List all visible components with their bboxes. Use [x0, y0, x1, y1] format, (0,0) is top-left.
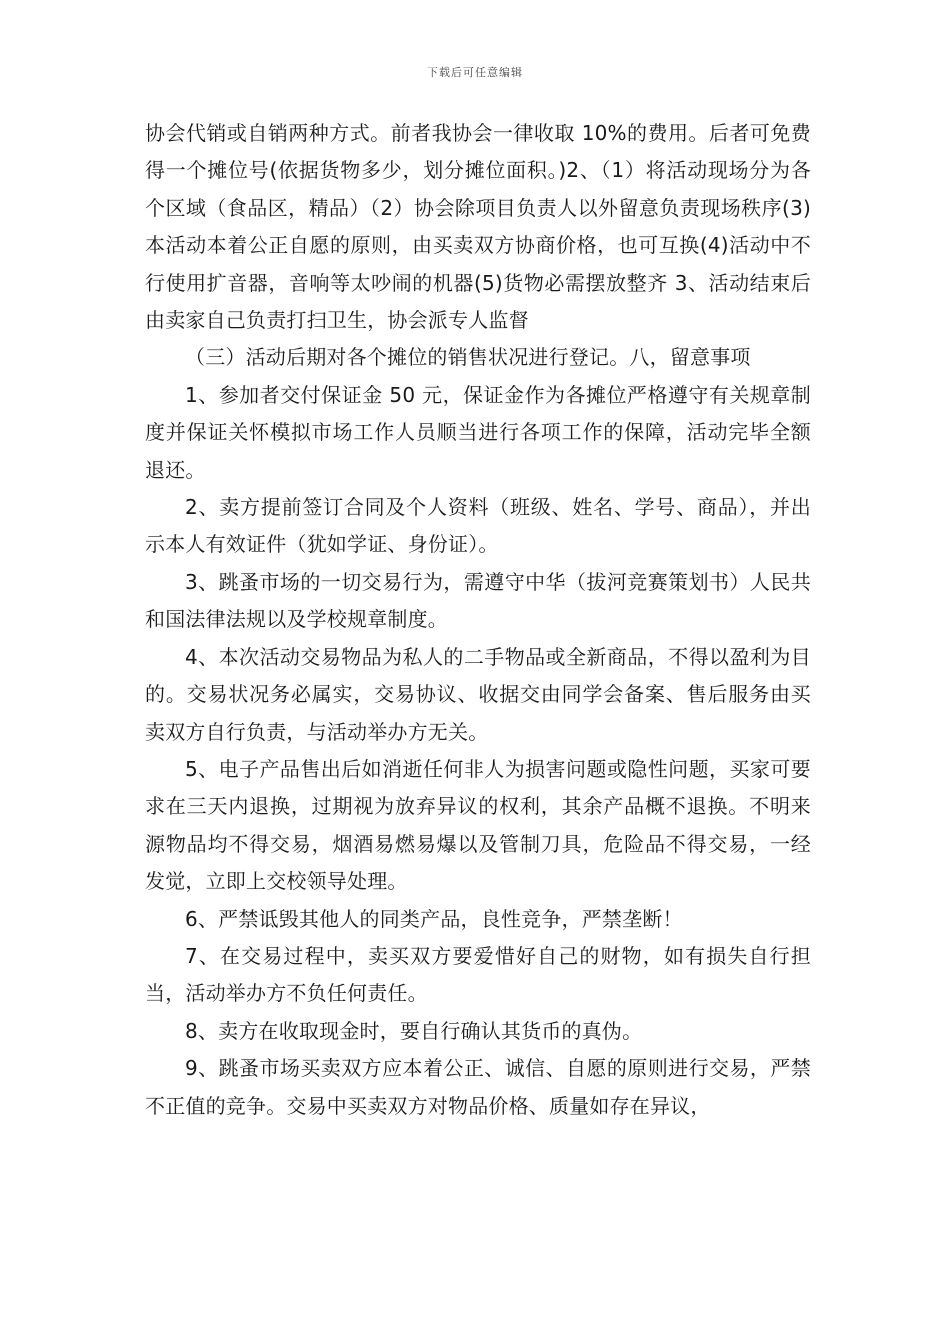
notice-item-3: 3、跳蚤市场的一切交易行为，需遵守中华（拔河竞赛策划书）人民共和国法律法规以及学校规章制度。	[145, 569, 811, 632]
notice-item-1: 1、参加者交付保证金 50 元，保证金作为各摊位严格遵守有关规章制度并保证关怀模拟市场工作人员顺当进行各项工作的保障，活动完毕全额退还。	[145, 382, 811, 482]
notice-item-5: 5、电子产品售出后如消逝任何非人为损害问题或隐性问题，买家可要求在三天内退换，过期视为放弃异议的权利，其余产品概不退换。不明来源物品均不得交易，烟酒易燃易爆以及管制刀具，危险品不得交易，一经发觉，立即上交校领导处理。	[145, 756, 811, 894]
notice-item-2: 2、卖方提前签订合同及个人资料（班级、姓名、学号、商品），并出示本人有效证件（犹如学证、身份证）。	[145, 495, 811, 557]
notice-item-7: 7、在交易过程中，卖买双方要爱惜好自己的财物，如有损失自行担当，活动举办方不负任何责任。	[145, 943, 811, 1006]
notice-item-6: 6、严禁诋毁其他人的同类产品，良性竞争，严禁垄断！	[185, 906, 683, 931]
notice-item-8: 8、卖方在收取现金时，要自行确认其货币的真伪。	[185, 1018, 643, 1043]
body-paragraph-2: （三）活动后期对各个摊位的销售状况进行登记。八，留意事项	[185, 345, 751, 370]
document-body	[145, 115, 811, 1125]
body-paragraph-1: 协会代销或自销两种方式。前者我协会一律收取 10%的费用。后者可免费得一个摊位号(依据货物多少，划分摊位面积。)2、（1）将活动现场分为各个区域（食品区，精品）（2）协会除项目负责人以外留意负责现场秩序(3)本活动本着公正自愿的原则，由买卖双方协商价格，也可互换(4)活动中不行使用扩音器，音响等太吵闹的机器(5)货物必需摆放整齐 3、活动结束后由卖家自己负责打扫卫生，协会派专人监督	[145, 121, 811, 333]
notice-item-4: 4、本次活动交易物品为私人的二手物品或全新商品，不得以盈利为目的。交易状况务必属实，交易协议、收据交由同学会备案、售后服务由买卖双方自行负责，与活动举办方无关。	[145, 644, 811, 744]
page-header: 下载后可任意编辑	[427, 66, 523, 79]
notice-item-9: 9、跳蚤市场买卖双方应本着公正、诚信、自愿的原则进行交易，严禁不正值的竞争。交易中买卖双方对物品价格、质量如存在异议，	[145, 1056, 811, 1118]
